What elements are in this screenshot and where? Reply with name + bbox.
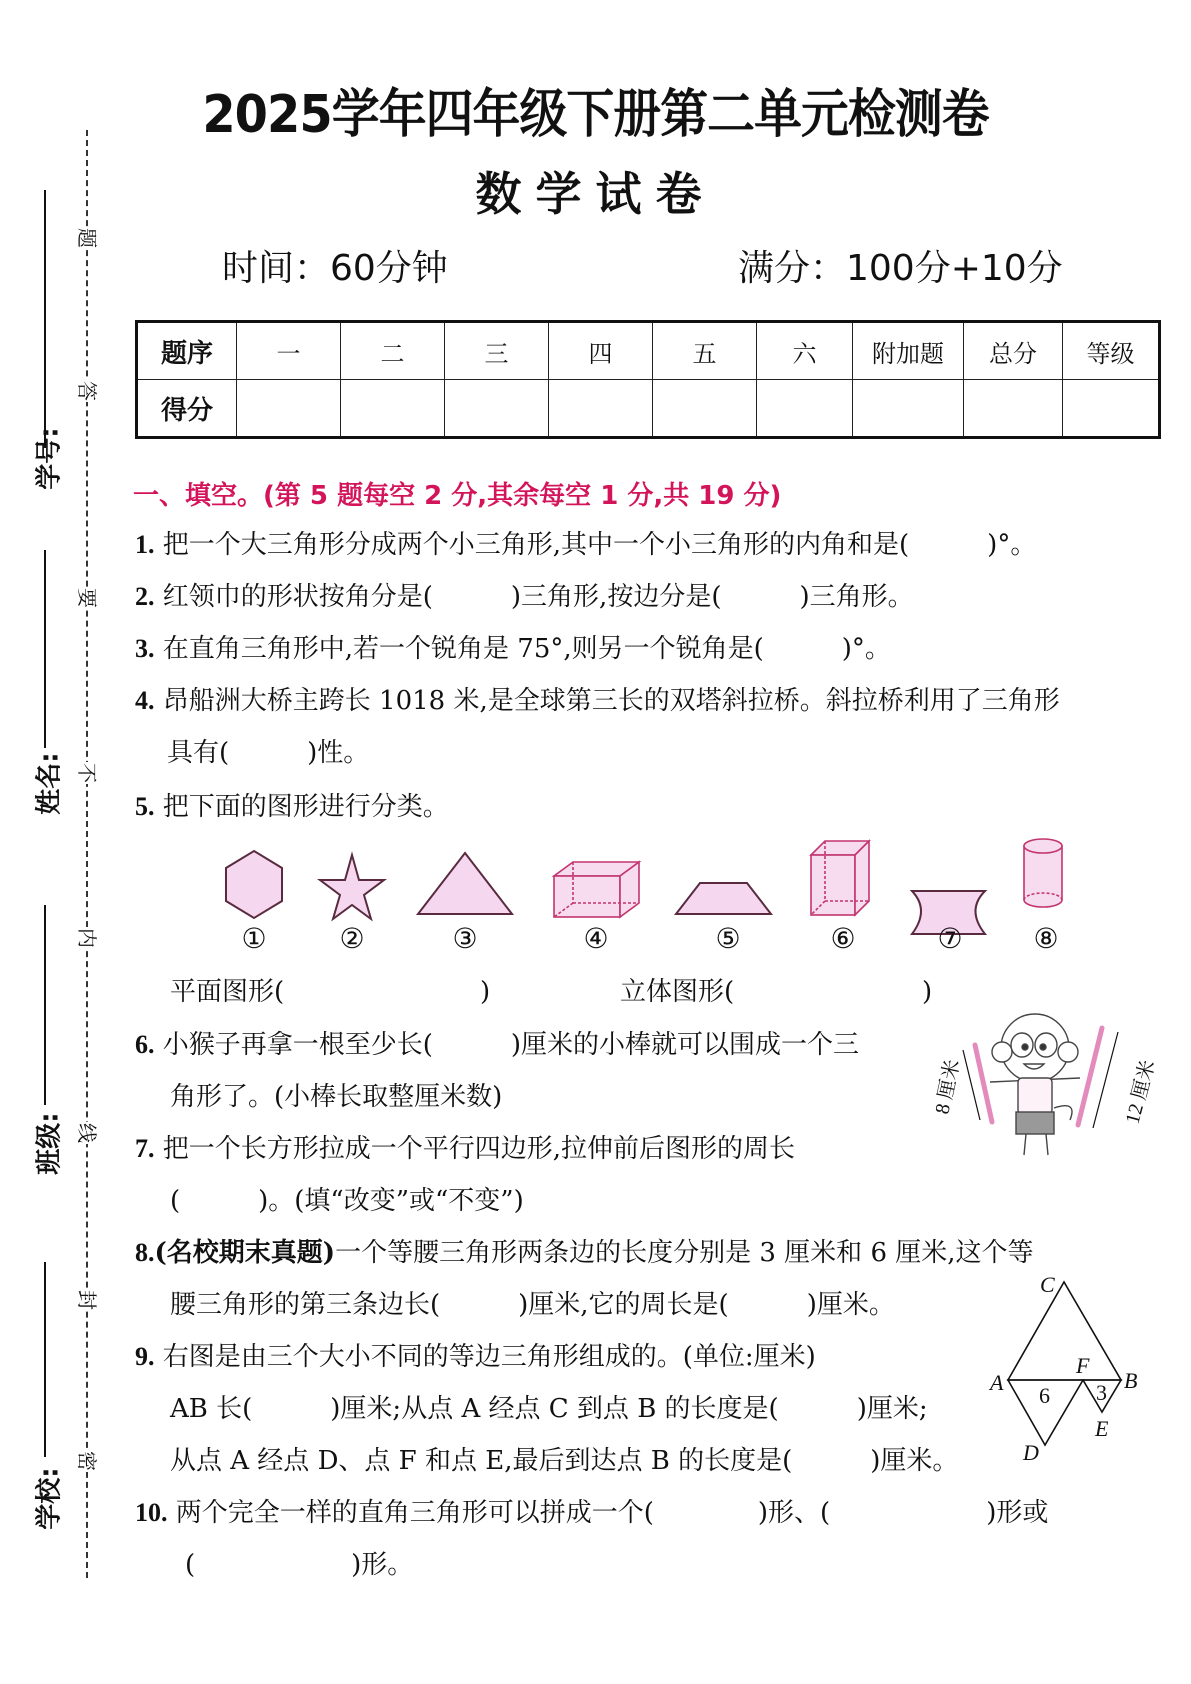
right-stick-length: 12 厘米 xyxy=(1121,1057,1160,1127)
question-text: 小猴子再拿一根至少长( )厘米的小棒就可以围成一个三 xyxy=(162,1030,860,1060)
question-text: 把一个长方形拉成一个平行四边形,拉伸前后图形的周长 xyxy=(162,1134,796,1164)
column-header: 三 xyxy=(445,322,549,380)
svg-text:6: 6 xyxy=(1039,1383,1050,1408)
cube-icon xyxy=(811,841,869,915)
question-number: 3. xyxy=(135,634,155,663)
margin-char: 要 xyxy=(75,588,99,608)
column-header: 总分 xyxy=(964,322,1063,380)
triangle-diagram xyxy=(960,1260,1191,1500)
shape-label: ⑤ xyxy=(715,922,741,955)
row-header: 题序 xyxy=(137,322,237,380)
student-id-label: 学号: xyxy=(34,427,65,490)
question-text: 两个完全一样的直角三角形可以拼成一个( )形、( )形或 xyxy=(175,1498,1049,1528)
monkey-figure xyxy=(930,1000,1160,1170)
question-8 xyxy=(135,1236,1034,1270)
question-text: 一个等腰三角形两条边的长度分别是 3 厘米和 6 厘米,这个等 xyxy=(335,1238,1034,1268)
question-7-continued: ( )。(填“改变”或“不变”) xyxy=(170,1186,524,1216)
margin-char: 内 xyxy=(75,928,99,948)
cuboid-icon xyxy=(554,862,639,917)
question-text: 昂船洲大桥主跨长 1018 米,是全球第三长的双塔斜拉桥。斜拉桥利用了三角形 xyxy=(162,686,1060,716)
trapezoid-icon xyxy=(676,883,771,914)
question-7 xyxy=(135,1132,795,1166)
question-text: 右图是由三个大小不同的等边三角形组成的。(单位:厘米) xyxy=(162,1342,816,1372)
school-label: 学校: xyxy=(34,1467,65,1530)
margin-char: 封 xyxy=(75,1290,99,1310)
margin-char: 题 xyxy=(75,228,99,248)
question-6 xyxy=(135,1028,859,1062)
column-header: 等级 xyxy=(1063,322,1160,380)
column-header: 二 xyxy=(341,322,445,380)
question-4-continued: 具有( )性。 xyxy=(167,738,370,768)
question-number: 10. xyxy=(135,1498,168,1527)
class-label: 班级: xyxy=(34,1112,65,1175)
hexagon-icon xyxy=(226,851,282,918)
solid-shapes-label: 立体图形( xyxy=(620,977,735,1007)
exam-full-score: 满分：100分+10分 xyxy=(738,248,1063,289)
name-label: 姓名: xyxy=(34,752,65,815)
column-header: 附加题 xyxy=(853,322,964,380)
question-text: 在直角三角形中,若一个锐角是 75°,则另一个锐角是( )°。 xyxy=(162,634,891,664)
question-number: 1. xyxy=(135,530,155,559)
section-heading: 一、填空。(第 5 题每空 2 分,其余每空 1 分,共 19 分) xyxy=(133,481,782,511)
triangle-icon xyxy=(418,853,512,914)
shape-label: ⑧ xyxy=(1033,922,1059,955)
question-tag: (名校期末真题) xyxy=(154,1238,336,1268)
question-9-line-2: AB 长( )厘米;从点 A 经点 C 到点 B 的长度是( )厘米; xyxy=(170,1394,928,1424)
svg-text:3: 3 xyxy=(1096,1380,1107,1405)
question-6-continued: 角形了。(小棒长取整厘米数) xyxy=(170,1082,503,1112)
row-header: 得分 xyxy=(137,380,237,438)
question-8-continued: 腰三角形的第三条边长( )厘米,它的周长是( )厘米。 xyxy=(170,1290,895,1320)
question-10 xyxy=(135,1496,1048,1530)
question-number: 7. xyxy=(135,1134,155,1163)
question-number: 5. xyxy=(135,792,155,821)
question-9 xyxy=(135,1340,816,1374)
exam-time: 时间：60分钟 xyxy=(222,248,448,289)
margin-char: 不 xyxy=(75,763,99,783)
star-icon xyxy=(320,855,384,919)
margin-char: 答 xyxy=(75,381,99,401)
left-stick-length: 8 厘米 xyxy=(931,1057,965,1117)
exam-subtitle: 数学试卷 xyxy=(475,167,716,221)
shape-label: ② xyxy=(339,922,365,955)
cylinder-icon xyxy=(1024,839,1062,907)
svg-text:F: F xyxy=(1076,1353,1090,1378)
shape-label: ① xyxy=(241,922,267,955)
column-header: 四 xyxy=(549,322,653,380)
column-header: 一 xyxy=(237,322,341,380)
question-10-continued: ( )形。 xyxy=(185,1550,414,1580)
question-number: 8. xyxy=(135,1238,155,1267)
margin-char: 密 xyxy=(75,1451,99,1471)
margin-char: 线 xyxy=(75,1123,99,1143)
question-number: 6. xyxy=(135,1030,155,1059)
plane-shapes-close: ) xyxy=(480,977,491,1007)
shape-label: ④ xyxy=(583,922,609,955)
shape-label: ⑥ xyxy=(830,922,856,955)
question-9-line-3: 从点 A 经点 D、点 F 和点 E,最后到达点 B 的长度是( )厘米。 xyxy=(170,1446,959,1476)
solid-shapes-close: ) xyxy=(922,977,933,1007)
question-text: 把一个大三角形分成两个小三角形,其中一个小三角形的内角和是( )°。 xyxy=(162,530,1037,560)
svg-text:E: E xyxy=(1095,1416,1109,1441)
question-text: 把下面的图形进行分类。 xyxy=(162,792,449,822)
question-text: 红领巾的形状按角分是( )三角形,按边分是( )三角形。 xyxy=(162,582,914,612)
question-number: 4. xyxy=(135,686,155,715)
school-line[interactable] xyxy=(44,1262,46,1457)
svg-text:B: B xyxy=(1124,1368,1138,1393)
shape-label: ⑦ xyxy=(937,922,963,955)
question-number: 2. xyxy=(135,582,155,611)
exam-title: 2025学年四年级下册第二单元检测卷 xyxy=(202,85,989,145)
svg-text:A: A xyxy=(990,1370,1004,1395)
plane-shapes-label: 平面图形( xyxy=(170,977,285,1007)
svg-text:C: C xyxy=(1040,1272,1055,1297)
column-header: 六 xyxy=(757,322,853,380)
shape-label: ③ xyxy=(452,922,478,955)
svg-text:D: D xyxy=(1023,1440,1039,1465)
column-header: 五 xyxy=(653,322,757,380)
question-number: 9. xyxy=(135,1342,155,1371)
